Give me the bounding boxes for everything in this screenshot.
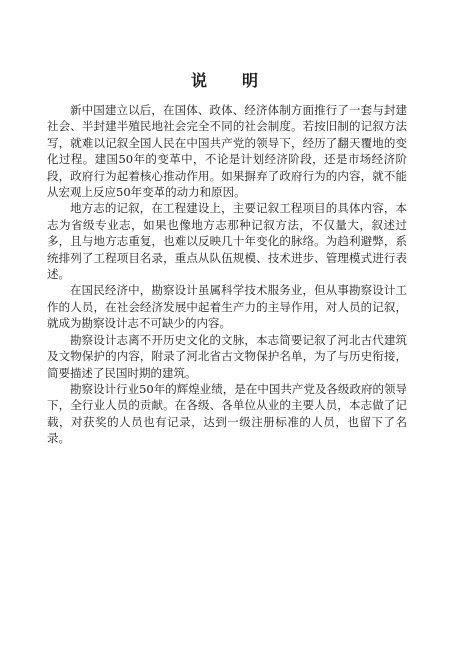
paragraph-4: 勘察设计志离不开历史文化的文脉，本志简要记叙了河北古代建筑及文物保护的内容，附录了河北省古文物保护名单，为了与历史衔接，简要描述了民国时期的建筑。 [47,332,407,380]
paragraph-5: 勘察设计行业50年的辉煌业绩，是在中国共产党及各级政府的领导下，全行业人员的贡献。在各级、各单位从业的主要人员，本志做了记载，对获奖的人员也有记录，达到一级注册标准的人员，也留下了名录。 [47,381,407,446]
page-title [0,68,450,91]
paragraph-2: 地方志的记叙，在工程建设上，主要记叙工程项目的具体内容，本志为省级专业志，如果也像地方志那种记叙方法，不仅量大，叙述过多，且与地方志重复，也难以反映几十年变化的脉络。为趋利避弊，系统排列了工程项目名录，重点从队伍规模、技术进步、管理模式进行表述。 [47,201,407,282]
page-title-char-1: 说 [190,71,208,90]
paragraph-3: 在国民经济中，勘察设计虽属科学技术服务业，但从事勘察设计工作的人员，在社会经济发展中起着生产力的主导作用，对人员的记叙，就成为勘察设计志不可缺少的内容。 [47,283,407,331]
paragraph-1: 新中国建立以后，在国体、政体、经济体制方面推行了一套与封建社会、半封建半殖民地社会完全不同的社会制度。若按旧制的记叙方法写，就难以记叙全国人民在中国共产党的领导下，经历了翻天覆地的变化过程。建国50年的变革中，不论是计划经济阶段，还是市场经济阶段，政府行为起着核心推动作用。如果摒弃了政府行为的内容，就不能从宏观上反应50年变革的动力和原因。 [47,103,407,200]
document-body [47,102,407,447]
page-title-char-2: 明 [242,71,260,90]
